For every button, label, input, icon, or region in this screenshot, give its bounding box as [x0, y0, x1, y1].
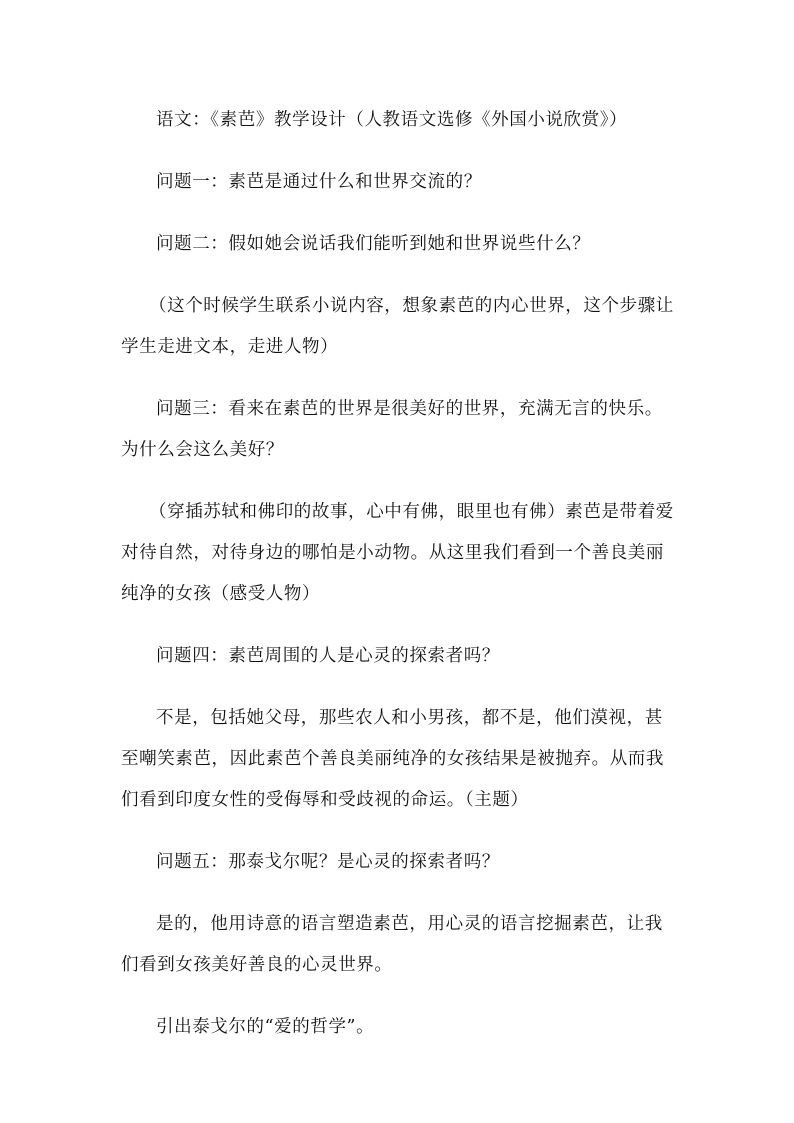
- paragraph-gap: [121, 677, 677, 698]
- document-body: [121, 100, 677, 1048]
- question-three: 问题三：看来在素芭的世界是很美好的世界，充满无言的快乐。为什么会这么美好？: [121, 399, 663, 460]
- question-five: 问题五：那泰戈尔呢？是心灵的探索者吗？: [156, 852, 500, 872]
- paragraph-gap: [121, 821, 677, 842]
- answer-five: 是的，他用诗意的语言塑造素芭，用心灵的语言挖掘素芭，让我们看到女孩美好善良的心灵世界。: [121, 914, 663, 975]
- question-two: 问题二：假如她会说话我们能听到她和世界说些什么？: [156, 234, 591, 254]
- note-imagine-inner-world: （这个时候学生联系小说内容，想象素芭的内心世界，这个步骤让学生走进文本，走进人物）: [121, 296, 674, 357]
- paragraph-gap: [121, 368, 677, 389]
- paragraph-gap: [121, 141, 677, 162]
- paragraph-gap: [121, 986, 677, 1007]
- answer-four: 不是，包括她父母，那些农人和小男孩，都不是，他们漠视，甚至嘲笑素芭，因此素芭个善良美丽纯净的女孩结果是被抛弃。从而我们看到印度女性的受侮辱和受歧视的命运。（主题）: [121, 708, 664, 810]
- question-one: 问题一：素芭是通过什么和世界交流的？: [156, 172, 482, 192]
- closing-line: 引出泰戈尔的“爱的哲学”。: [156, 1017, 375, 1037]
- answer-three: （穿插苏轼和佛印的故事，心中有佛，眼里也有佛）素芭是带着爱对待自然，对待身边的哪怕是小动物。从这里我们看到一个善良美丽纯净的女孩（感受人物）: [121, 502, 674, 604]
- paragraph-gap: [121, 265, 677, 286]
- paragraph-gap: [121, 883, 677, 904]
- paragraph-gap: [121, 615, 677, 636]
- paragraph-gap: [121, 471, 677, 492]
- document-title-line: 语文：《素芭》教学设计（人教语文选修《外国小说欣赏》）: [156, 110, 628, 130]
- paragraph-gap: [121, 203, 677, 224]
- question-four: 问题四：素芭周围的人是心灵的探索者吗？: [156, 646, 500, 666]
